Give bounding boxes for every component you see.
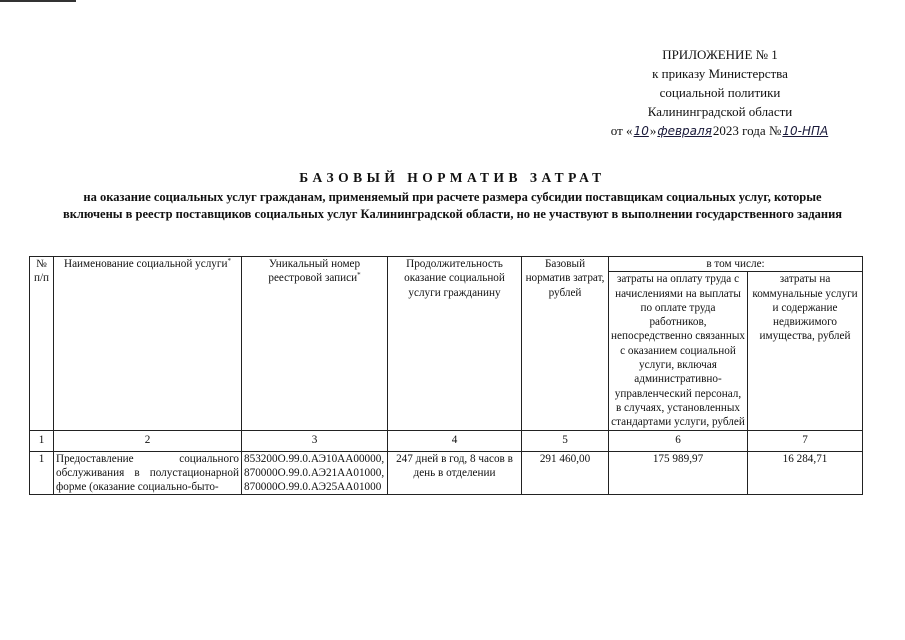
row-duration: 247 дней в год, 8 часов в день в отделении bbox=[388, 451, 522, 495]
header-utility-costs: затраты на коммунальные услуги и содержание недвижимого имущества, рублей bbox=[748, 272, 863, 430]
date-prefix: от « bbox=[610, 123, 633, 138]
header-base-norm: Базовый норматив затрат, рублей bbox=[522, 257, 609, 431]
header-num: № п/п bbox=[30, 257, 54, 431]
handwritten-day: 10 bbox=[633, 124, 649, 138]
header-service-name bbox=[54, 257, 242, 431]
year-text: 2023 года № bbox=[712, 123, 782, 138]
column-number: 3 bbox=[242, 430, 388, 451]
order-date-line bbox=[570, 121, 870, 141]
appendix-title: ПРИЛОЖЕНИЕ № 1 bbox=[662, 47, 778, 62]
appendix-block bbox=[570, 45, 870, 141]
header-duration: Продолжительность оказание социальной услуги гражданину bbox=[388, 257, 522, 431]
column-number: 6 bbox=[609, 430, 748, 451]
row-num: 1 bbox=[30, 451, 54, 495]
column-number: 1 bbox=[30, 430, 54, 451]
row-base-norm: 291 460,00 bbox=[522, 451, 609, 495]
header-registry-number-mark: * bbox=[357, 271, 361, 280]
header-service-name-text: Наименование социальной услуги bbox=[64, 258, 228, 270]
table-row bbox=[30, 451, 863, 495]
column-number-row bbox=[30, 430, 863, 451]
column-number: 2 bbox=[54, 430, 242, 451]
column-number: 5 bbox=[522, 430, 609, 451]
header-including: в том числе: bbox=[609, 257, 863, 272]
header-registry-number bbox=[242, 257, 388, 431]
scan-edge-mark bbox=[0, 0, 76, 2]
document-title: БАЗОВЫЙ НОРМАТИВ ЗАТРАТ bbox=[299, 170, 606, 185]
appendix-line-1: к приказу Министерства bbox=[652, 66, 788, 81]
handwritten-order-number: 10-НПА bbox=[782, 124, 829, 138]
column-number: 7 bbox=[748, 430, 863, 451]
handwritten-month: февраля bbox=[657, 124, 712, 138]
appendix-line-2: социальной политики bbox=[659, 85, 781, 100]
document-subtitle: на оказание социальных услуг гражданам, применяемый при расчете размера субсидии поставщикам социальных услуг, которые включены в реестр поставщиков социальных услуг Калининградской области, но не участвуют в выполнении государственного задания bbox=[62, 190, 843, 221]
row-service-name: Предоставление социального обслуживания в полустационарной форме (оказание социально-быто- bbox=[54, 451, 242, 495]
header-registry-number-text: Уникальный номер реестровой записи bbox=[268, 258, 361, 285]
header-labor-costs: затраты на оплату труда с начислениями на выплаты по оплате труда работников, непосредственно связанных с оказанием социальной услуги, включая административно-управленческий персонал, в случаях, установленных стандартами услуги, рублей bbox=[609, 272, 748, 430]
header-service-name-mark: * bbox=[227, 257, 231, 265]
header-row-1 bbox=[30, 257, 863, 272]
appendix-line-3: Калининградской области bbox=[647, 104, 793, 119]
row-registry-numbers: 853200О.99.0.АЭ10АА00000, 870000О.99.0.АЭ21АА01000, 870000О.99.0.АЭ25АА01000 bbox=[242, 451, 388, 495]
row-labor-costs: 175 989,97 bbox=[609, 451, 748, 495]
cost-norm-table bbox=[29, 256, 863, 495]
row-utility-costs: 16 284,71 bbox=[748, 451, 863, 495]
column-number: 4 bbox=[388, 430, 522, 451]
date-middle: » bbox=[649, 123, 657, 138]
